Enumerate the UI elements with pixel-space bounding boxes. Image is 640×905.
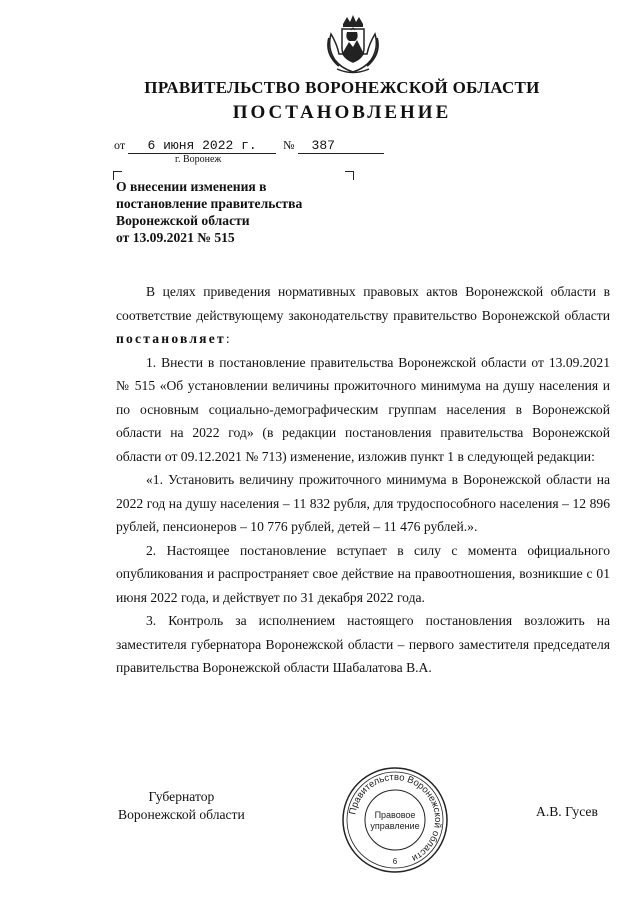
document-meta-line: [114, 138, 384, 154]
signer-name: А.В. Гусев: [536, 804, 598, 819]
document-body: [116, 280, 610, 680]
item-3-paragraph: 3. Контроль за исполнением настоящего постановления возложить на заместителя губернатора Воронежской области – первого заместителя председателя правительства Воронежской области Шабалатова В.А.: [116, 613, 610, 675]
preamble-text: В целях приведения нормативных правовых актов Воронежской области в соответствие действующему законодательству правительство Воронежской области: [116, 284, 610, 323]
document-number: 387: [298, 139, 384, 154]
city-label: г. Воронеж: [175, 154, 222, 165]
official-stamp: [339, 764, 451, 876]
stamp-center-line: управление: [370, 821, 420, 831]
signer-position-line: Губернатор: [148, 789, 215, 804]
stamp-number: 6: [392, 857, 398, 866]
government-name: ПРАВИТЕЛЬСТВО ВОРОНЕЖСКОЙ ОБЛАСТИ: [144, 78, 540, 97]
coat-of-arms-icon: [325, 14, 381, 76]
preamble-paragraph: [116, 280, 610, 351]
item-1-paragraph: 1. Внести в постановление правительства Воронежской области от 13.09.2021 № 515 «Об установлении величины прожиточного минимума на душу населения и по основным социально-демографическим группам населения в Воронежской области на 2022 год» (в редакции постановления правительства Воронежской области от 09.12.2021 № 713) изменение, изложив пункт 1 в следующей редакции:: [116, 354, 610, 464]
item-1-quote-paragraph: «1. Установить величину прожиточного минимума в Воронежской области на 2022 год на душу населения – 11 832 рубля, для трудоспособного населения – 12 896 рублей, пенсионеров – 10 776 рублей, детей – 11 476 рублей.».: [116, 472, 610, 534]
number-label: №: [283, 138, 295, 152]
document-date: 6 июня 2022 г.: [128, 139, 276, 154]
preamble-end: :: [225, 331, 230, 346]
signer-position-line: Воронежской области: [118, 807, 245, 822]
date-label: от: [114, 138, 126, 152]
subject-line: О внесении изменения в: [116, 179, 267, 194]
signer-position: [118, 788, 245, 824]
stamp-ring-text: Правительство Воронежской области: [347, 771, 444, 864]
preamble-keyword: постановляет: [116, 331, 226, 346]
subject-line: Воронежской области: [116, 213, 250, 228]
subject-line: от 13.09.2021 № 515: [116, 230, 235, 245]
stamp-center-line: Правовое: [374, 810, 416, 820]
subject-line: постановление правительства: [116, 196, 303, 211]
document-subject: [116, 178, 356, 246]
document-type: ПОСТАНОВЛЕНИЕ: [232, 102, 452, 123]
item-2-paragraph: 2. Настоящее постановление вступает в силу с момента официального опубликования и распространяет свое действие на правоотношения, возникшие с 01 июня 2022 года, и действует по 31 декабря 2022 года.: [116, 542, 610, 605]
